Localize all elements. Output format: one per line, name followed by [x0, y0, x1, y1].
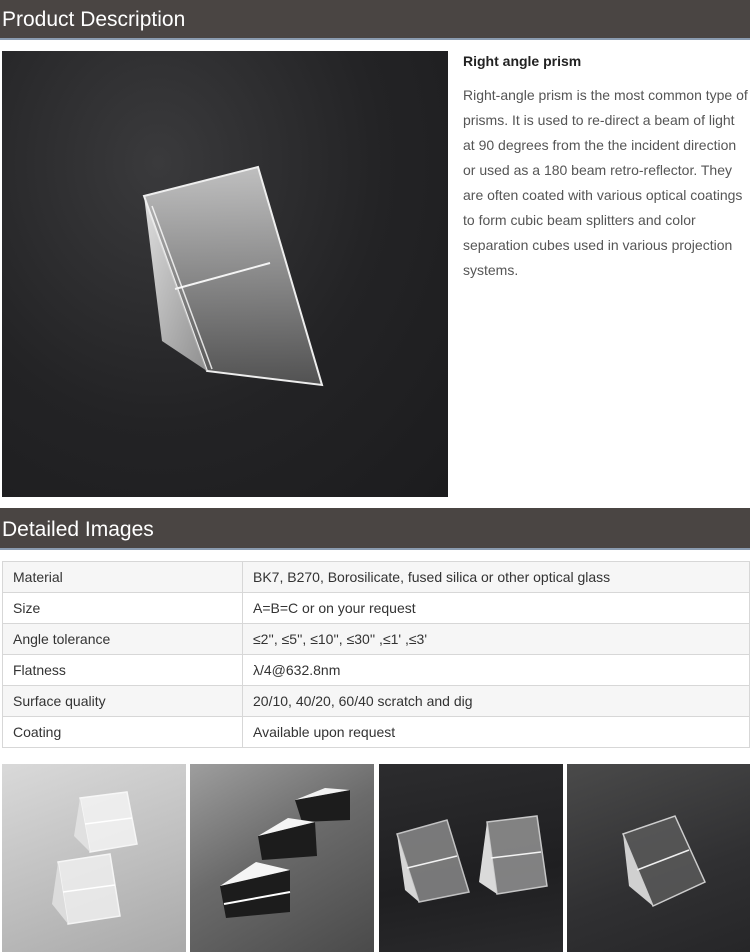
- table-row: [3, 593, 750, 624]
- hero-prism-image: [2, 51, 448, 497]
- table-row: [3, 562, 750, 593]
- spec-value: ≤2'', ≤5'', ≤10'', ≤30'' ,≤1' ,≤3': [243, 624, 750, 655]
- spec-label: Angle tolerance: [3, 624, 243, 655]
- spec-value: Available upon request: [243, 717, 750, 748]
- specs-table: [2, 561, 750, 748]
- spec-label: Flatness: [3, 655, 243, 686]
- spec-label: Surface quality: [3, 686, 243, 717]
- detail-image-1[interactable]: [2, 764, 186, 952]
- spec-value: A=B=C or on your request: [243, 593, 750, 624]
- product-description-text: Right-angle prism is the most common type of prisms. It is used to re-direct a beam of light at 90 degrees from the the incident direction or used as a 180 beam retro-reflector. They are often coated with various optical coatings to form cubic beam splitters and color separation cubes used in various projection systems.: [463, 87, 748, 278]
- spec-value: BK7, B270, Borosilicate, fused silica or other optical glass: [243, 562, 750, 593]
- detail-image-2[interactable]: [190, 764, 374, 952]
- detail-images-gallery: [2, 764, 750, 952]
- spec-label: Material: [3, 562, 243, 593]
- product-description-heading: Product Description: [0, 0, 750, 40]
- table-row: [3, 624, 750, 655]
- product-description: [463, 50, 750, 283]
- product-title: Right angle prism: [463, 53, 582, 69]
- detailed-images-heading: Detailed Images: [0, 508, 750, 550]
- detail-image-3[interactable]: [379, 764, 563, 952]
- detail-image-4[interactable]: [567, 764, 750, 952]
- table-row: [3, 686, 750, 717]
- table-row: [3, 655, 750, 686]
- spec-value: λ/4@632.8nm: [243, 655, 750, 686]
- spec-label: Coating: [3, 717, 243, 748]
- table-row: [3, 717, 750, 748]
- spec-label: Size: [3, 593, 243, 624]
- spec-value: 20/10, 40/20, 60/40 scratch and dig: [243, 686, 750, 717]
